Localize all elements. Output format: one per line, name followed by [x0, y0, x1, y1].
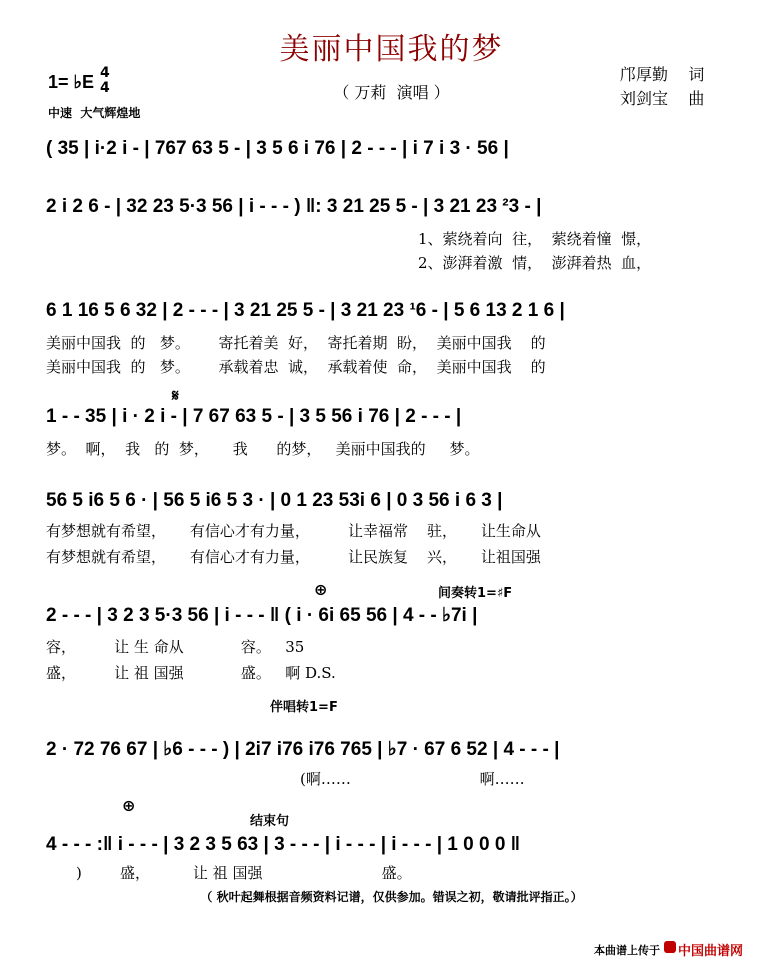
lyric-line-7: (啊…… 啊…… — [300, 770, 525, 788]
composer-credit: 刘剑宝 曲 — [620, 89, 705, 108]
lyric-line-5-verse-1: 有梦想就有希望， 有信心才有力量， 让幸福常 驻， 让生命从 — [46, 522, 541, 540]
lyricist-credit: 邝厚勤 词 — [620, 65, 705, 84]
coda-symbol: ⊕ — [314, 580, 328, 599]
lyric-line-6-verse-1: 容， 让 生 命从 容。 35 — [46, 638, 305, 656]
site-name-link[interactable]: 中国曲谱网 — [678, 944, 744, 959]
lyric-line-8: ) 盛， 让 祖 国强 盛。 — [76, 864, 412, 882]
score-line-5: 56 5 i6 5 6 · | 56 5 i6 5 3 · | 0 1 23 53i 6 | 0 3 56 i 6 3 | — [46, 490, 503, 511]
lyric-line-3-verse-1: 美丽中国我 的 梦。 寄托着美 好， 寄托着期 盼， 美丽中国我 的 — [46, 334, 546, 352]
key-signature: 1= ♭E — [48, 72, 95, 92]
score-line-3: 6 1 16 5 6 32 | 2 - - - | 3 21 25 5 - | 3 21 23 ¹6 - | 5 6 13 2 1 6 | — [46, 300, 565, 321]
backing-vocal-key-change-label: 伴唱转1=F — [270, 700, 338, 715]
lyric-line-6-verse-2: 盛， 让 祖 国强 盛。 啊 D.S. — [46, 664, 336, 682]
lyric-line-4: 梦。 啊， 我 的 梦， 我 的梦， 美丽中国我的 梦。 — [46, 440, 480, 458]
segno-symbol: 𝄋 — [172, 386, 179, 405]
lyric-line-2-verse-2: 2、澎湃着激 情， 澎湃着热 血， — [418, 254, 652, 272]
lyric-line-2-verse-1: 1、萦绕着向 往， 萦绕着憧 憬， — [418, 230, 652, 248]
transcription-note: （ 秋叶起舞根据音频资料记谱，仅供参加。错误之初，敬请批评指正。） — [200, 890, 583, 904]
singer-credit: （ 万莉 演唱 ） — [333, 83, 450, 102]
ending-phrase-label: 结束句 — [250, 814, 290, 829]
tempo-marking: 中速 大气辉煌地 — [48, 106, 141, 120]
score-line-8: 4 - - - :‖ i - - - | 3 2 3 5 63 | 3 - - - | i - - - | i - - - | 1 0 0 0 ‖ — [46, 834, 521, 855]
score-line-4: 1 - - 35 | i · 2 i - | 7 67 63 5 - | 3 5 56 i 76 | 2 - - - | — [46, 406, 462, 427]
song-title: 美丽中国我的梦 — [279, 32, 504, 67]
score-line-1: ( 35 | i·2 i - | 767 63 5 - | 3 5 6 i 76 | 2 - - - | i 7 i 3 · 56 | — [46, 138, 509, 159]
upload-label: 本曲谱上传于 — [594, 944, 660, 957]
score-line-6: 2 - - - | 3 2 3 5·3 56 | i - - - ‖ ( i · 6i 65 56 | 4 - - ♭7i | — [46, 605, 478, 626]
site-logo-icon — [664, 941, 676, 953]
coda-symbol-ending: ⊕ — [122, 796, 136, 815]
lyric-line-5-verse-2: 有梦想就有希望， 有信心才有力量， 让民族复 兴， 让祖国强 — [46, 548, 541, 566]
time-signature: 4 4 — [100, 65, 110, 96]
score-line-2: 2 i 2 6 - | 32 23 5·3 56 | i - - - ) ‖: 3 21 25 5 - | 3 21 23 ²3 - | — [46, 196, 542, 217]
lyric-line-3-verse-2: 美丽中国我 的 梦。 承载着忠 诚， 承载着使 命， 美丽中国我 的 — [46, 358, 546, 376]
score-line-7: 2 · 72 76 67 | ♭6 - - - ) | 2i7 i76 i76 765 | ♭7 · 67 6 52 | 4 - - - | — [46, 739, 560, 760]
interlude-key-change-label: 间奏转1=♯F — [438, 586, 513, 601]
